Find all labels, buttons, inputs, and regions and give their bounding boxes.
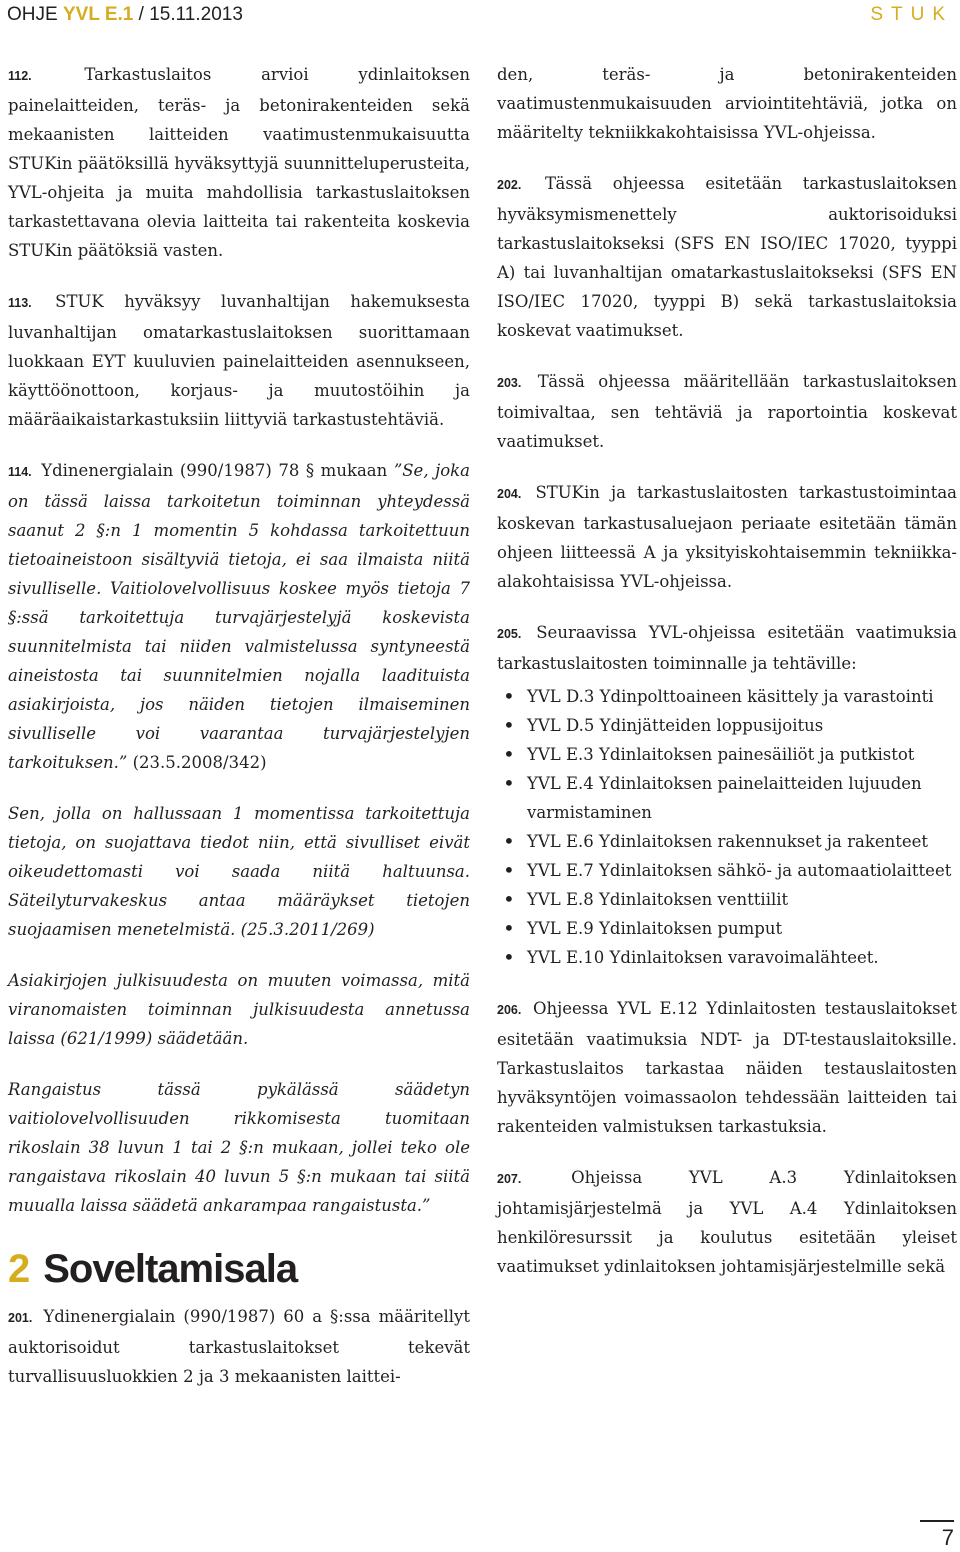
paragraph-206 bbox=[497, 994, 957, 1141]
paragraph-201-continued: den, teräs- ja betonirakenteiden vaatimustenmukaisuuden arviointitehtäviä, jotka on määritelty tekniikkakohtaisissa YVL-ohjeissa. bbox=[497, 65, 957, 142]
law-quote-paragraph: Sen, jolla on hallussaan 1 momentissa tarkoitettuja tietoja, on suojattava tiedot niin, että sivulliset eivät oikeudettomasti voi saada niitä haltuunsa. Säteilyturvakeskus antaa määräykset tietojen suojaamisen menetelmistä. (25.3.2011/269) bbox=[8, 804, 470, 939]
law-reference: (23.5.2008/342) bbox=[127, 753, 267, 772]
paragraph-114 bbox=[8, 456, 470, 777]
paragraph-text: STUKin ja tarkastuslaitosten tarkastustoimintaa koskevan tarkastusaluejaon periaate esitetään tämän ohjeen liitteessä A ja yksityiskohtaisemmin tekniikka-alakohtaisissa YVL-ohjeissa. bbox=[497, 483, 957, 591]
paragraph-number: 114. bbox=[8, 465, 32, 479]
paragraph-number: 207. bbox=[497, 1172, 522, 1186]
paragraph-text: Tässä ohjeessa esitetään tarkastuslaitoksen hyväksymismenettely auktorisoiduksi tarkastuslaitokseksi (SFS EN ISO/IEC 17020, tyyppi A) tai luvanhaltijan omatarkastuslaitokseksi (SFS EN ISO/IEC 17020, tyyppi B) sekä tarkastuslaitoksia koskevat vaatimukset. bbox=[497, 174, 957, 340]
paragraph-text: Ohjeissa YVL A.3 Ydinlaitoksen johtamisjärjestelmä ja YVL A.4 Ydinlaitoksen henkilöresurssit ja koulutus esitetään yleiset vaatimukset ydinlaitoksen johtamisjärjestelmille sekä bbox=[497, 1168, 957, 1276]
law-quote-paragraph: Asiakirjojen julkisuudesta on muuten voimassa, mitä viranomaisten toiminnan julkisuudesta annetussa laissa (621/1999) säädetään. bbox=[8, 971, 470, 1048]
law-quote-paragraph: Rangaistus tässä pykälässä säädetyn vaitiolovelvollisuuden rikkomisesta tuomitaan rikoslain 38 luvun 1 tai 2 §:n mukaan, jollei teko ole rangaistava rikoslain 40 luvun 5 §:n mukaan tai siitä muualla laissa säädetä ankarampaa rangaistusta.” bbox=[8, 1080, 470, 1215]
section-heading bbox=[8, 1246, 470, 1292]
doc-id bbox=[7, 4, 243, 26]
paragraph-204 bbox=[497, 478, 957, 596]
org-name: STUK bbox=[870, 4, 953, 25]
paragraph-202 bbox=[497, 169, 957, 345]
paragraph-205 bbox=[497, 618, 957, 678]
paragraph-text: Ohjeessa YVL E.12 Ydinlaitosten testauslaitokset esitetään vaatimuksia NDT- ja DT-testauslaitoksille. Tarkastuslaitos tarkastaa näiden testauslaitosten hyväksyntöjen voimassaolon tehdessään laitteiden tai rakenteiden valmistuksen tarkastuksia. bbox=[497, 999, 958, 1136]
page-header bbox=[7, 4, 953, 34]
list-item: • YVL D.5 Ydinjätteiden loppusijoitus bbox=[497, 711, 957, 740]
paragraph-112 bbox=[8, 60, 470, 265]
left-column bbox=[8, 60, 470, 1413]
page-number: 7 bbox=[941, 1525, 954, 1550]
list-item: • YVL E.9 Ydinlaitoksen pumput bbox=[497, 914, 957, 943]
paragraph-text: Tässä ohjeessa määritellään tarkastuslaitoksen toimivaltaa, sen tehtäviä ja raportointia koskevat vaatimukset. bbox=[497, 372, 957, 451]
paragraph-207 bbox=[497, 1163, 957, 1281]
paragraph-number: 203. bbox=[497, 376, 522, 390]
list-item: • YVL E.6 Ydinlaitoksen rakennukset ja rakenteet bbox=[497, 827, 957, 856]
list-item: • YVL E.8 Ydinlaitoksen venttiilit bbox=[497, 885, 957, 914]
paragraph-number: 205. bbox=[497, 627, 522, 641]
paragraph-201 bbox=[8, 1302, 470, 1391]
doc-date: / 15.11.2013 bbox=[133, 4, 243, 25]
paragraph-number: 202. bbox=[497, 178, 522, 192]
paragraph-number: 204. bbox=[497, 487, 522, 501]
list-item: • YVL E.4 Ydinlaitoksen painelaitteiden lujuuden varmistaminen bbox=[497, 769, 957, 827]
yvl-guide-list bbox=[497, 682, 957, 972]
paragraph-text: Tarkastuslaitos arvioi ydinlaitoksen painelaitteiden, teräs- ja betonirakenteiden sekä mekaanisten laitteiden vaatimustenmukaisuutta STUKin päätöksillä hyväksyttyjä suunnitteluperusteita, YVL-ohjeita ja muita mahdollisia tarkastuslaitoksen tarkastettavana olevia laitteita tai rakenteita koskevia STUKin päätöksiä vasten. bbox=[8, 65, 470, 260]
paragraph-text: Ydinenergialain (990/1987) 60 a §:ssa määritellyt auktorisoidut tarkastuslaitokset tekevät turvallisuusluokkien 2 ja 3 mekaanisten laittei- bbox=[8, 1307, 471, 1386]
paragraph-number: 201. bbox=[8, 1311, 33, 1325]
footer-rule bbox=[920, 1520, 954, 1522]
paragraph-number: 206. bbox=[497, 1003, 522, 1017]
right-column bbox=[497, 60, 957, 1303]
paragraph-text: Seuraavissa YVL-ohjeissa esitetään vaatimuksia tarkastuslaitosten toiminnalle ja tehtäville: bbox=[497, 623, 957, 673]
list-item: • YVL D.3 Ydinpolttoaineen käsittely ja varastointi bbox=[497, 682, 957, 711]
paragraph-text: Ydinenergialain (990/1987) 78 § mukaan bbox=[41, 461, 388, 480]
paragraph-113 bbox=[8, 287, 470, 434]
list-item: • YVL E.10 Ydinlaitoksen varavoimalähteet. bbox=[497, 943, 957, 972]
doc-prefix: OHJE bbox=[7, 4, 58, 25]
doc-code: YVL E.1 bbox=[62, 4, 134, 25]
paragraph-number: 113. bbox=[8, 296, 32, 310]
paragraph-number: 112. bbox=[8, 69, 32, 83]
section-number: 2 bbox=[8, 1247, 30, 1291]
law-quote: ”Se, joka on tässä laissa tarkoitetun toiminnan yhteydessä saanut 2 §:n 1 momentin 5 kohdassa tarkoitettuun tietoaineistoon sisältyviä tietoja, ei saa ilmaista niitä sivulliselle. bbox=[8, 461, 470, 598]
paragraph-203 bbox=[497, 367, 957, 456]
list-item: • YVL E.3 Ydinlaitoksen painesäiliöt ja putkistot bbox=[497, 740, 957, 769]
law-quote: Vaitiolovelvollisuus koskee myös tietoja 7 §:ssä tarkoitettuja turvajärjestelyjä koskevista suunnitelmista tai niiden valmistelussa syntyneestä aineistosta tai suunnitelmien nojalla laadituista asiakirjoista, jos näiden tietojen ilmaiseminen sivulliselle voi vaarantaa turvajärjestelyjen tarkoituksen.” bbox=[8, 579, 471, 772]
list-item: • YVL E.7 Ydinlaitoksen sähkö- ja automaatiolaitteet bbox=[497, 856, 957, 885]
section-title: Soveltamisala bbox=[43, 1247, 298, 1291]
paragraph-text: STUK hyväksyy luvanhaltijan hakemuksesta luvanhaltijan omatarkastuslaitoksen suorittamaan luokkaan EYT kuuluvien painelaitteiden asennukseen, käyttöönottoon, korjaus- ja muutostöihin ja määräaikaistarkastuksiin liittyviä tarkastustehtäviä. bbox=[8, 292, 471, 429]
